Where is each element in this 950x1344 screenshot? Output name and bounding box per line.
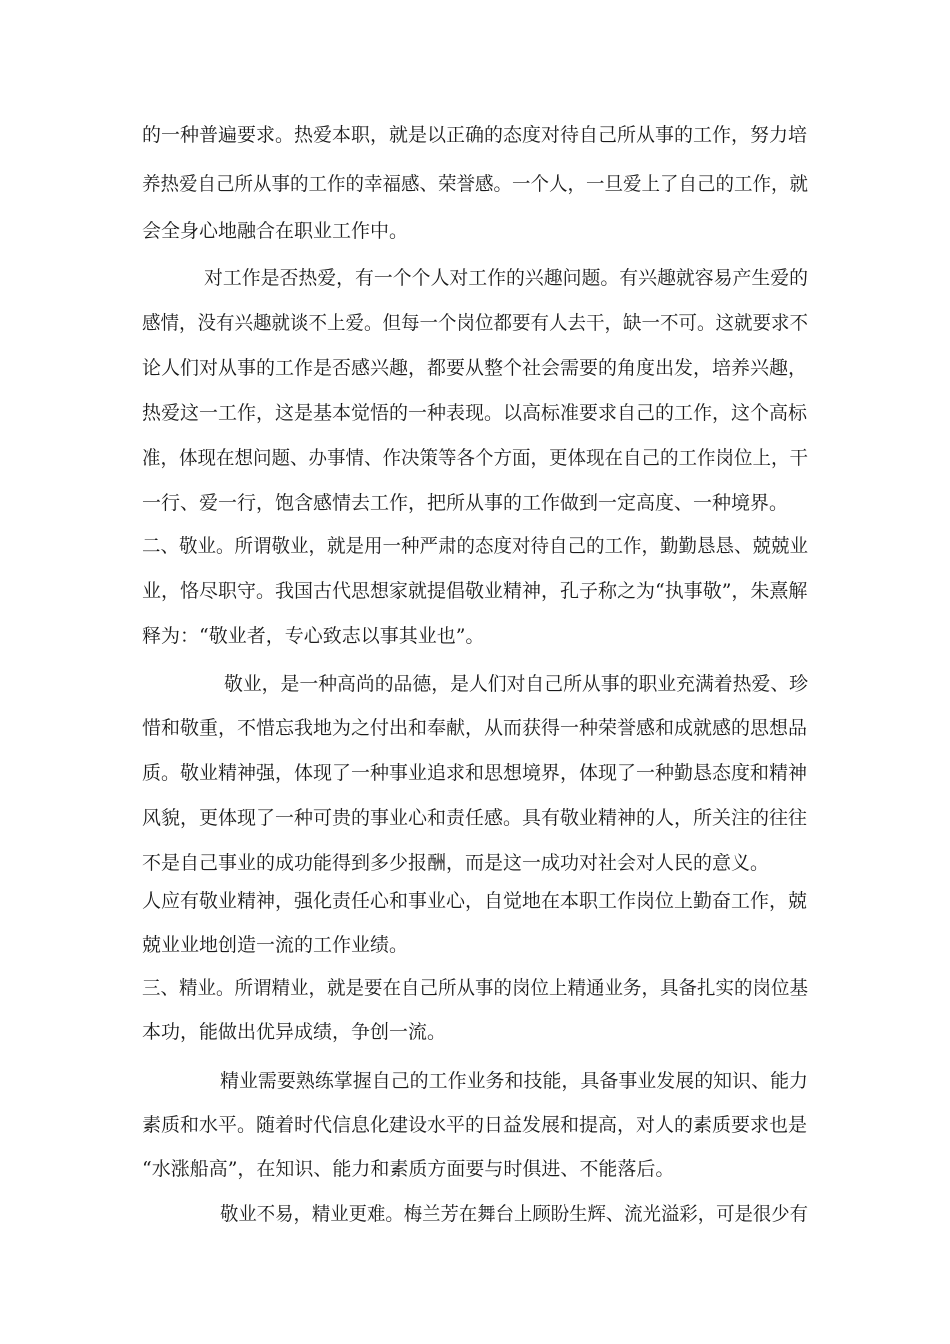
text-line: 论人们对从事的工作是否感兴趣，都要从整个社会需要的角度出发，培养兴趣， bbox=[142, 357, 808, 379]
text-line: 感情，没有兴趣就谈不上爱。但每一个岗位都要有人去干，缺一不可。这就要求不 bbox=[142, 312, 809, 334]
text-line: 会全身心地融合在职业工作中。 bbox=[142, 220, 409, 242]
text-line: 养热爱自己所从事的工作的幸福感、荣誉感。一个人，一旦爱上了自己的工作，就 bbox=[142, 173, 809, 195]
paragraph-first-line: 精业需要熟练掌握自己的工作业务和技能，具备事业发展的知识、能力 bbox=[220, 1070, 809, 1092]
text-line: 兢业业地创造一流的工作业绩。 bbox=[142, 934, 409, 956]
text-line: 热爱这一工作，这是基本觉悟的一种表现。以高标准要求自己的工作，这个高标 bbox=[142, 402, 808, 424]
text-line: 业，恪尽职守。我国古代思想家就提倡敬业精神，孔子称之为“执事敬”，朱熹解 bbox=[142, 580, 808, 602]
paragraph-first-line: 敬业，是一种高尚的品德，是人们对自己所从事的职业充满着热爱、珍 bbox=[224, 673, 809, 695]
text-line: 质。敬业精神强，体现了一种事业追求和思想境界，体现了一种勤恳态度和精神 bbox=[142, 762, 808, 784]
text-line: 准，体现在想问题、办事情、作决策等各个方面，更体现在自己的工作岗位上，干 bbox=[142, 447, 809, 469]
section-heading-line: 三、精业。所谓精业，就是要在自己所从事的岗位上精通业务，具备扎实的岗位基 bbox=[142, 977, 809, 999]
text-line: 风貌，更体现了一种可贵的事业心和责任感。具有敬业精神的人，所关注的往往 bbox=[142, 807, 808, 829]
text-line: 一行、爱一行，饱含感情去工作，把所从事的工作做到一定高度、一种境界。 bbox=[142, 492, 789, 514]
text-line: 惜和敬重，不惜忘我地为之付出和奉献，从而获得一种荣誉感和成就感的思想品 bbox=[142, 717, 808, 739]
text-line: 人应有敬业精神，强化责任心和事业心，自觉地在本职工作岗位上勤奋工作，兢 bbox=[142, 890, 808, 912]
text-line: 的一种普遍要求。热爱本职，就是以正确的态度对待自己所从事的工作，努力培 bbox=[142, 124, 808, 146]
text-line: “水涨船高”，在知识、能力和素质方面要与时俱进、不能落后。 bbox=[142, 1158, 675, 1180]
paragraph-first-line: 敬业不易，精业更难。梅兰芳在舞台上顾盼生辉、流光溢彩，可是很少有 bbox=[220, 1203, 809, 1225]
paragraph-first-line: 对工作是否热爱，有一个个人对工作的兴趣问题。有兴趣就容易产生爱的 bbox=[204, 267, 809, 289]
text-line: 释为：“敬业者，专心致志以事其业也”。 bbox=[142, 625, 485, 647]
text-line: 素质和水平。随着时代信息化建设水平的日益发展和提高，对人的素质要求也是 bbox=[142, 1114, 808, 1136]
section-heading-line: 二、敬业。所谓敬业，就是用一种严肃的态度对待自己的工作，勤勤恳恳、兢兢业 bbox=[142, 535, 809, 557]
text-line: 本功，能做出优异成绩，争创一流。 bbox=[142, 1021, 447, 1043]
text-line: 不是自己事业的成功能得到多少报酬，而是这一成功对社会对人民的意义。 bbox=[142, 852, 770, 874]
